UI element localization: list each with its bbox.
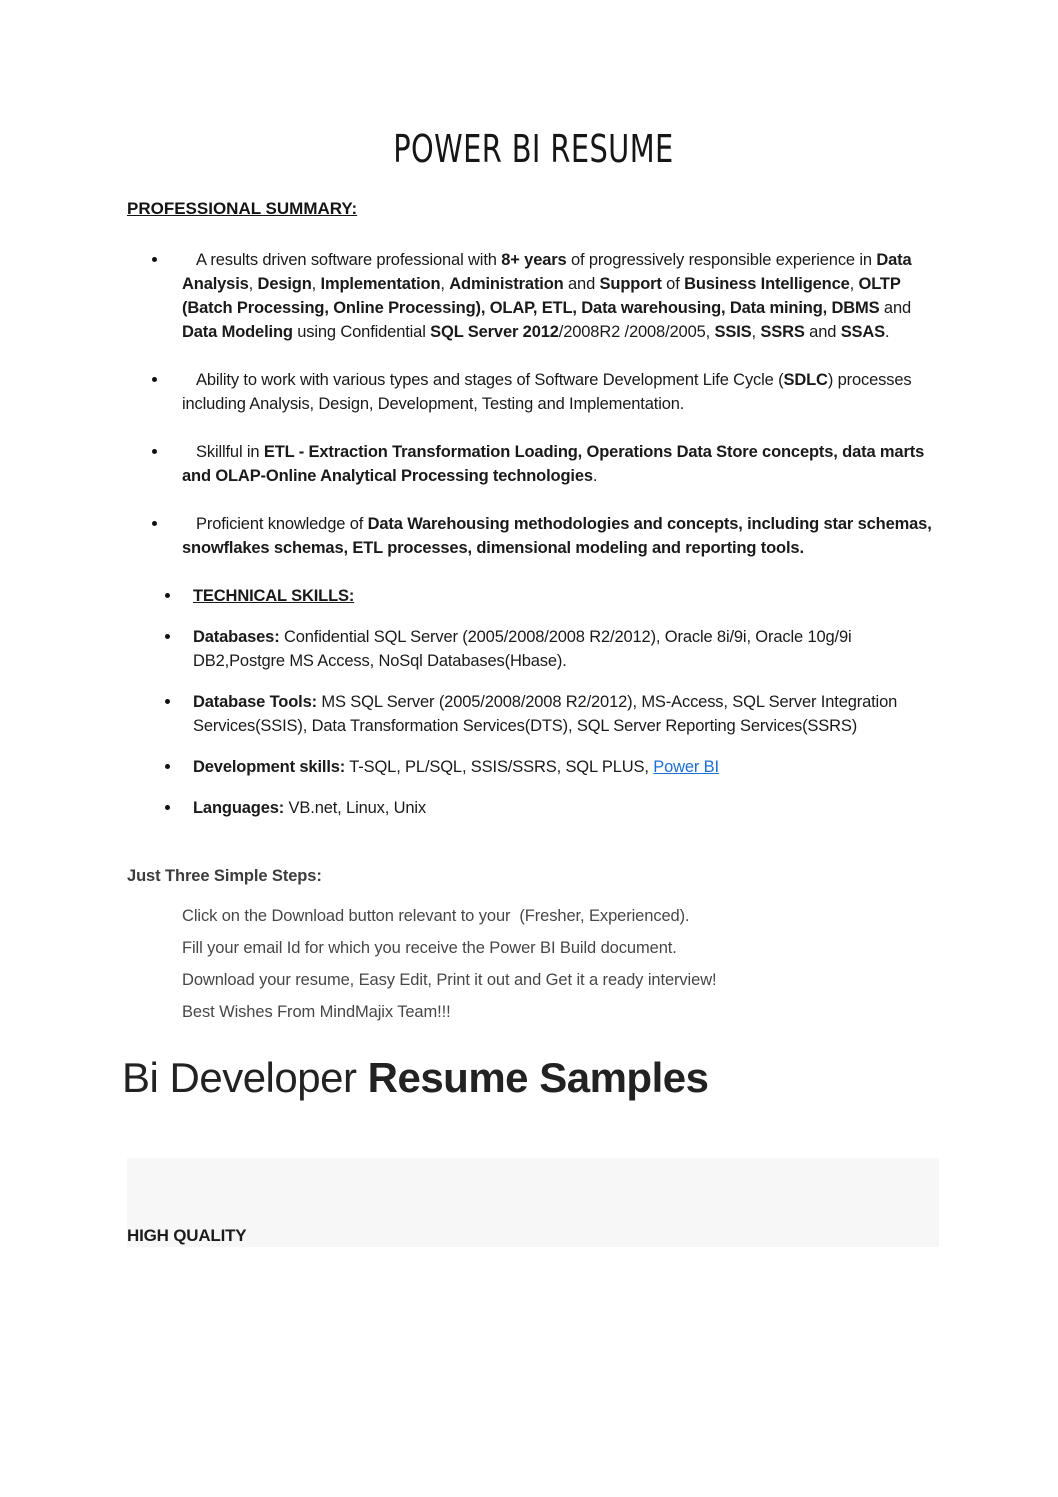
- step-line: Download your resume, Easy Edit, Print it out and Get it a ready interview!: [182, 971, 717, 989]
- text-segment: MS SQL Server (2005/2008/2008 R2/2012), MS-Access, SQL Server Integration Services(SSIS), Data Transformation Services(DTS), SQL Server Reporting Services(SSRS): [193, 693, 898, 735]
- text-segment: and: [804, 323, 841, 341]
- text-segment: ETL - Extraction Transformation Loading, Operations Data Store concepts, data marts and OLAP-Online Analytical Processing technologies: [182, 443, 925, 485]
- document-title-text: POWER BI RESUME: [392, 127, 674, 171]
- summary-bullet-list: [127, 248, 932, 560]
- text-segment: A results driven software professional with: [196, 251, 502, 269]
- document-title: [127, 128, 939, 171]
- step-line: Fill your email Id for which you receive the Power BI Build document.: [182, 939, 677, 957]
- resume-samples-heading: [122, 1054, 939, 1102]
- skills-bullet-database-tools: [127, 690, 932, 738]
- text-segment: Data Warehousing methodologies and concepts, including star schemas, snowflakes schemas, ETL processes, dimensional modeling and reporting tools.: [182, 515, 932, 557]
- resume-samples-heading-regular: Bi Developer: [122, 1054, 368, 1101]
- summary-bullet: [127, 440, 932, 488]
- text-segment: Languages:: [193, 799, 285, 817]
- text-segment: SSRS: [760, 323, 805, 341]
- text-segment: Databases:: [193, 628, 280, 646]
- text-segment: Database Tools:: [193, 693, 317, 711]
- text-segment: Support: [599, 275, 662, 293]
- text-segment: Data: [876, 251, 912, 269]
- text-segment: 8+ years: [501, 251, 567, 269]
- technical-skills-list: [127, 584, 932, 820]
- simple-steps-section: [127, 866, 939, 1028]
- text-segment: and: [879, 299, 912, 317]
- skills-bullet-development-skills: [127, 755, 932, 779]
- summary-bullet: [127, 248, 932, 344]
- text-segment: Design: [257, 275, 312, 293]
- text-segment: ,: [440, 275, 450, 293]
- text-segment: SDLC: [783, 371, 828, 389]
- text-segment: SSAS: [840, 323, 886, 341]
- text-segment: Confidential SQL Server (2005/2008/2008 R2/2012), Oracle 8i/9i, Oracle 10g/9i DB2,Postgre MS Access, NoSql Databases(Hbase).: [193, 628, 852, 670]
- text-segment: .: [885, 323, 890, 341]
- high-quality-banner: [127, 1158, 939, 1247]
- summary-bullet: [127, 512, 932, 560]
- step-line: Best Wishes From MindMajix Team!!!: [182, 1003, 451, 1021]
- text-segment: ) processes including Analysis, Design, Development, Testing and Implementation.: [182, 371, 912, 413]
- text-segment: ,: [849, 275, 859, 293]
- skills-bullet-databases: [127, 625, 932, 673]
- text-segment: Administration: [449, 275, 564, 293]
- text-segment: of progressively responsible experience in: [566, 251, 877, 269]
- text-segment: TECHNICAL SKILLS:: [193, 587, 355, 605]
- simple-steps-heading: Just Three Simple Steps:: [127, 867, 322, 885]
- text-segment: using Confidential: [292, 323, 431, 341]
- text-segment: T-SQL, PL/SQL, SSIS/SSRS, SQL PLUS,: [345, 758, 654, 776]
- text-segment: SQL Server 2012: [430, 323, 559, 341]
- summary-bullet: [127, 368, 932, 416]
- text-segment: Ability to work with various types and stages of Software Development Life Cycle (: [196, 371, 784, 389]
- text-segment: .: [592, 467, 598, 485]
- text-segment: of: [661, 275, 685, 293]
- text-segment: and: [563, 275, 600, 293]
- professional-summary-heading: PROFESSIONAL SUMMARY:: [127, 199, 358, 218]
- text-segment: /2008R2 /2008/2005,: [558, 323, 715, 341]
- text-segment: SSIS: [714, 323, 752, 341]
- text-segment: Data Modeling: [182, 323, 293, 341]
- text-segment: OLTP (Batch Processing, Online Processing), OLAP, ETL, Data warehousing, Data mining, DBMS: [182, 275, 901, 317]
- text-segment: ,: [248, 275, 258, 293]
- text-segment: VB.net, Linux, Unix: [284, 799, 427, 817]
- document-content: [122, 0, 939, 1247]
- text-segment: Implementation: [320, 275, 441, 293]
- text-segment: ,: [751, 323, 761, 341]
- skills-bullet-languages: [127, 796, 932, 820]
- technical-skills-heading: [127, 584, 932, 608]
- step-line: Click on the Download button relevant to your (Fresher, Experienced).: [182, 907, 690, 925]
- text-segment: Development skills:: [193, 758, 346, 776]
- resume-samples-heading-bold: Resume Samples: [367, 1054, 709, 1101]
- text-segment: Skillful in: [196, 443, 264, 461]
- text-segment: ,: [311, 275, 321, 293]
- power-bi-link[interactable]: Power BI: [653, 758, 719, 776]
- high-quality-label: HIGH QUALITY: [127, 1226, 247, 1245]
- text-segment: Analysis: [182, 275, 249, 293]
- text-segment: Proficient knowledge of: [196, 515, 368, 533]
- text-segment: Business Intelligence: [684, 275, 850, 293]
